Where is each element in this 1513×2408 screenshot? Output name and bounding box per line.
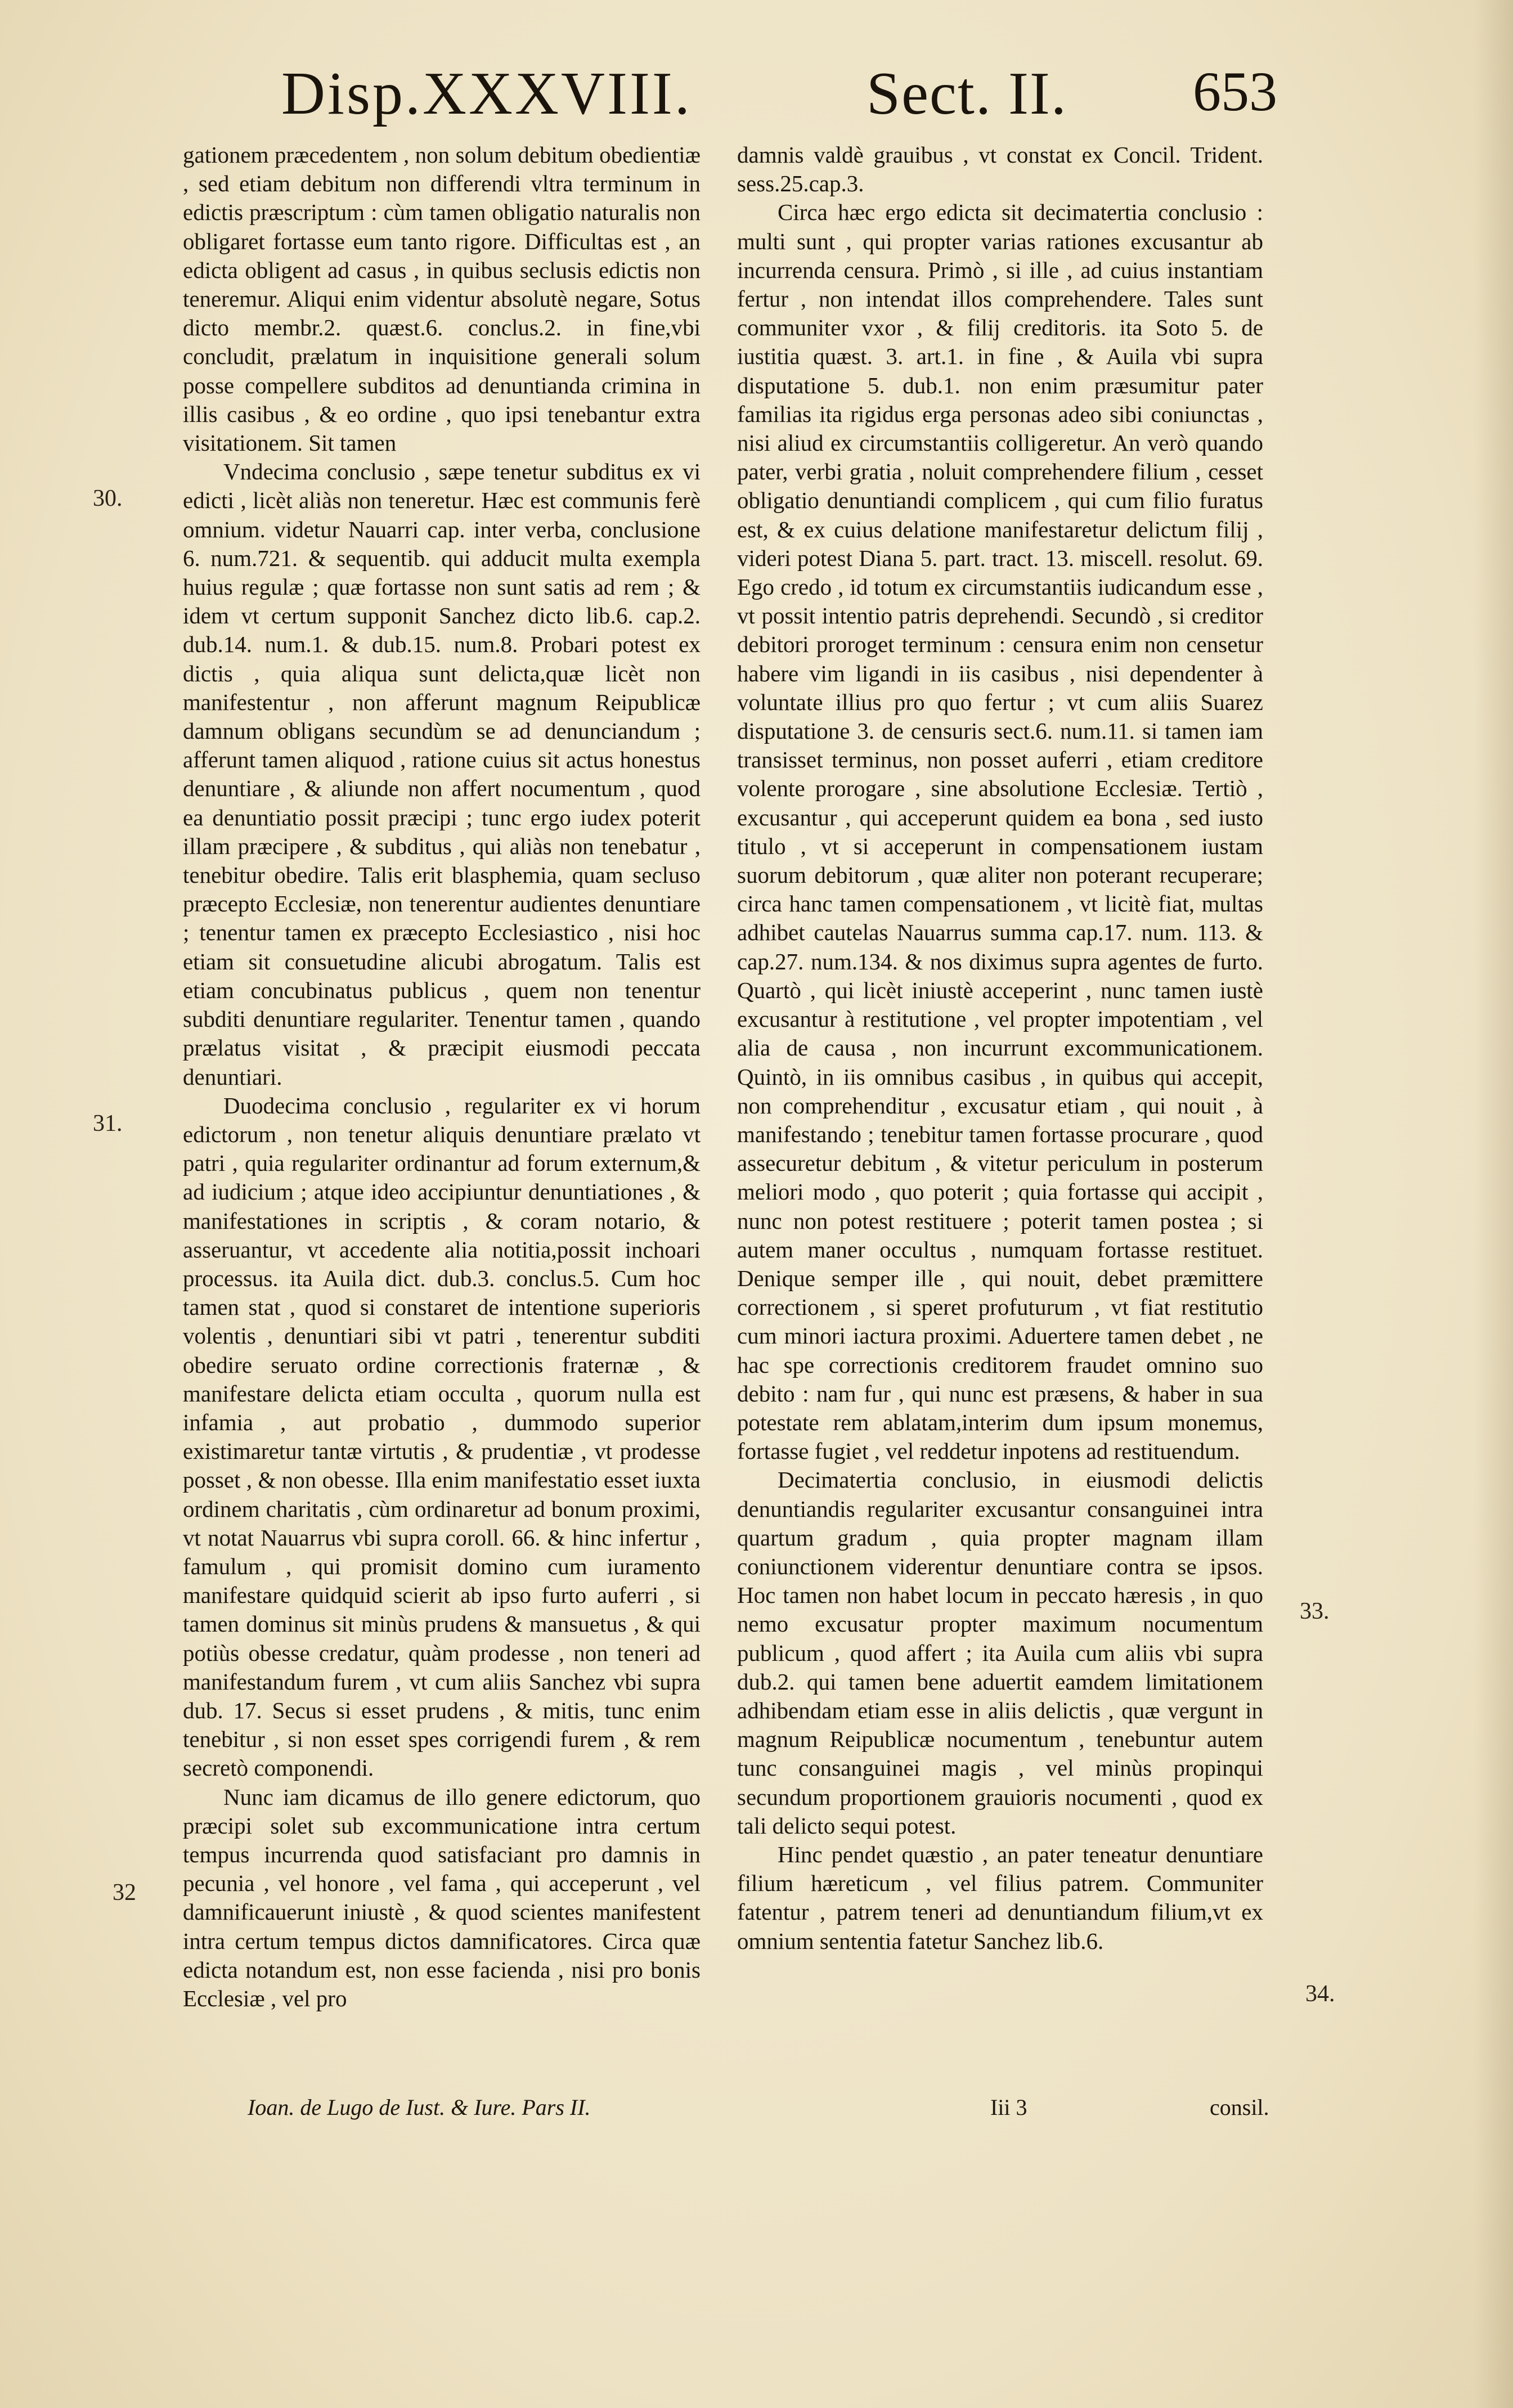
footer-author-title: Ioan. de Lugo de Iust. & Iure. Pars II. [248, 2095, 591, 2120]
margin-number: 30. [93, 486, 123, 511]
paragraph: Hinc pendet quæstio , an pater teneatur denuntiare filium hæreticum , vel filius patrem. Communiter fatentur , patrem teneri ad denuntiandum filium,vt ex omnium sententia fatetur Sanchez lib.6. [737, 1841, 1263, 1954]
margin-number: 34. [1305, 1981, 1335, 2007]
signature-mark: Iii 3 [990, 2095, 1027, 2120]
catchword: consil. [1210, 2095, 1269, 2120]
paragraph: damnis valdè grauibus , vt constat ex Concil. Trident. sess.25.cap.3. [737, 142, 1263, 197]
paragraph: Decimatertia conclusio, in eiusmodi delictis denuntiandis regulariter excusantur consanguinei intra quartum gradum , quia propter magnam illam coniunctionem viderentur denuntiare contra se ipsos. Hoc tamen non habet locum in peccato hæresis , in quo nemo excusatur propter maximum nocumentum publicum , quod affert ; ita Auila cum aliis vbi supra dub.2. qui tamen bene aduertit eamdem limitationem adhibendam etiam esse in aliis delictis , quæ vergunt in magnum Reipublicæ nocumentum , tenebuntur autem tunc consanguinei magis , vel minùs propinqui secundum proportionem grauioris nocumenti , quod ex tali delicto sequi potest. [737, 1467, 1263, 1839]
page-number: 653 [1193, 60, 1277, 123]
paragraph: Nunc iam dicamus de illo genere edictorum, quo præcipi solet sub excommunicatione intra certum tempus incurrenda quod satisfaciant pro damnis in pecunia , vel honore , vel fama , qui acceperunt , vel damnificauerunt iniustè , & quod scientes manifestent intra certum tempus dictos damnificatores. Circa quæ edicta notandum est, non esse facienda , nisi pro bonis Ecclesiæ , vel pro [183, 1783, 701, 2011]
margin-number: 32 [113, 1880, 136, 1906]
paragraph: Circa hæc ergo edicta sit decimatertia conclusio : multi sunt , qui propter varias rationes excusantur ab incurrenda censura. Primò , si ille , ad cuius instantiam fertur , non intendat illos comprehendere. Tales sunt communiter vxor , & filij creditoris. ita Soto 5. de iustitia quæst. 3. art.1. in fine , & Auila vbi supra disputatione 5. dub.1. non enim præsumitur pater familias ita rigidus erga personas adeo sibi coniunctas , nisi aliud ex circumstantiis colligeretur. An verò quando pater, verbi gratia , noluit comprehendere filium , cesset obligatio denuntiandi complicem , qui cum filio furatus est, & ex cuius delatione manifestaretur delictum filij , videri potest Diana 5. part. tract. 13. miscell. resolut. 69. Ego credo , id totum ex circumstantiis iudicandum esse , vt possit intentio patris deprehendi. Secundò , si creditor debitori proroget terminum : censura enim non censetur habere vim ligandi in iis casibus , nisi dependenter à voluntate illius pro quo fertur ; vt cum aliis Suarez disputatione 3. de censuris sect.6. num.11. si tamen iam transisset terminus, non posset auferri , etiam creditore volente prorogare , sine absolutione Ecclesiæ. Tertiò , excusantur , qui acceperunt quidem ea bona , sed iusto titulo , vt si acceperunt in compensationem iustam suorum debitorum , quæ aliter non poterant recuperare; circa hanc tamen compensationem , vt licitè fiat, multas adhibet cautelas Nauarrus summa cap.17. num. 113. & cap.27. num.134. & nos diximus supra agentes de furto. Quartò , qui licèt iniustè acceperint , nunc tamen iustè excusantur à restitutione , vel propter impotentiam , vel alia de causa , non incurrunt excommunicationem. Quintò, in iis omnibus casibus , in quibus qui accepit, non comprehenditur , excusatur etiam , qui nouit , à manifestando ; tenebitur tamen fortasse procurare , quod assecuretur debitum , & vitetur periculum in posterum meliori modo , quo poterit ; quia fortasse qui accipit , nunc non potest restituere ; poterit tamen postea ; si autem maner occultus , numquam fortasse restituet. Denique semper ille , qui nouit, debet præmittere correctionem , si speret profuturum , vt fiat restitutio cum minori iactura proximi. Aduertere tamen debet , ne hac spe correctionis creditorem fraudet omnino suo debito : nam fur , qui nunc est præsens, & haber in sua potestate rem ablatam,interim dum ipsum monemus, fortasse fugiet , vel reddetur inpotens ad restituendum. [737, 199, 1263, 1464]
paragraph: Vndecima conclusio , sæpe tenetur subditus ex vi edicti , licèt aliàs non teneretur. Hæc est communis ferè omnium. videtur Nauarri cap. inter verba, conclusione 6. num.721. & sequentib. qui adducit multa exempla huius regulæ ; quæ fortasse non sunt satis ad rem ; & idem vt certum supponit Sanchez dicto lib.6. cap.2. dub.14. num.1. & dub.15. num.8. Probari potest ex dictis , quia aliqua sunt delicta,quæ licèt non manifestentur , non afferunt magnum Reipublicæ damnum obligans secundùm se ad denunciandum ; afferunt tamen aliquod , ratione cuius sit actus honestus denuntiare , & aliunde non affert nocumentum , quod ea denuntiatio possit præcipi ; tunc ergo iudex poterit illam præcipere , & subditus , qui aliàs non tenebatur , tenebitur obedire. Talis erit blasphemia, quam secluso præcepto Ecclesiæ, non tenerentur audientes denuntiare ; tenentur tamen ex præcepto Ecclesiastico , nisi hoc etiam sit consuetudine alicubi abrogatum. Talis est etiam concubinatus publicus , quem non tenentur subditi denuntiare regulariter. Tenentur tamen , quando prælatus visitat , & præcipit eiusmodi peccata denuntiari. [183, 459, 701, 1090]
margin-number: 31. [93, 1111, 123, 1136]
paragraph: gationem præcedentem , non solum debitum obedientiæ , sed etiam debitum non differendi vltra terminum in edictis præscriptum : cùm tamen obligatio naturalis non obligaret fortasse eum tanto rigore. Difficultas est , an edicta obligent ad casus , in quibus seclusis edictis non teneremur. Aliqui enim videntur absolutè negare, Sotus dicto membr.2. quæst.6. conclus.2. in fine,vbi concludit, prælatum in inquisitione generali solum posse compellere subditos ad denuntianda crimina in illis casibus , & eo ordine , quo ipsi tenebantur extra visitationem. Sit tamen [183, 142, 701, 456]
paragraph: Duodecima conclusio , regulariter ex vi horum edictorum , non tenetur aliquis denuntiare prælato vt patri , quia regulariter ordinantur ad forum externum,& ad iudicium ; atque ideo accipiuntur denuntiationes , & manifestationes in scriptis , & coram notario, & asseruantur, vt accedente alia notitia,possit inchoari processus. ita Auila dict. dub.3. conclus.5. Cum hoc tamen stat , quod si constaret de intentione superioris volentis , denuntiari sibi vt patri , tenerentur subditi obedire seruato ordine correctionis fraternæ , & manifestare delicta etiam occulta , quorum nulla est infamia , aut probatio , dummodo superior existimaretur tantæ virtutis , & prudentiæ , vt prodesse posset , & non obesse. Illa enim manifestatio esset iuxta ordinem charitatis , cùm ordinaretur ad bonum proximi, vt notat Nauarrus vbi supra coroll. 66. & hinc infertur , famulum , qui promisit domino cum iuramento manifestare quidquid scierit ab ipso furto auferri , si tamen dominus sit minùs prudens & mansuetus , & qui potiùs obesse credatur, quàm prodesse , non teneri ad manifestandum furem , vt cum aliis Sanchez vbi supra dub. 17. Secus si esset prudens , & mitis, tunc enim tenebitur , si non esset spes corrigendi furem , & rem secretò componendi. [183, 1092, 701, 1781]
left-text-column [183, 141, 701, 2013]
header-section: Sect. II. [867, 60, 1067, 127]
header-disputation: Disp.XXXVIII. [281, 60, 692, 127]
page-edge-shadow [1474, 0, 1513, 2408]
running-header [281, 59, 1277, 132]
margin-number: 33. [1300, 1598, 1330, 1624]
right-text-column [737, 141, 1263, 1956]
